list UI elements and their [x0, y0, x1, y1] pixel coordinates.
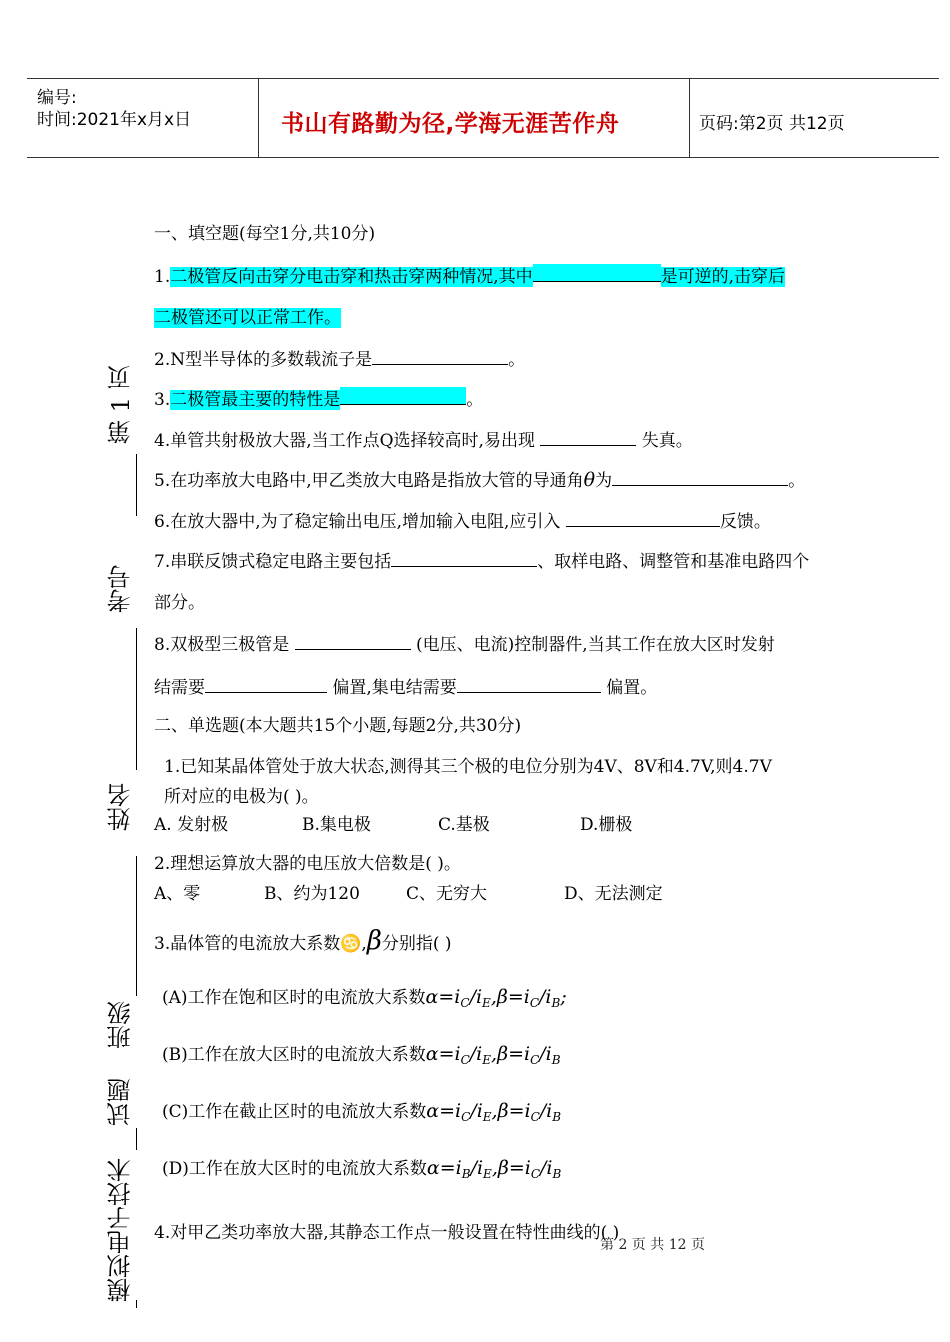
q2-1-option-d[interactable]: D.栅极 — [580, 815, 633, 835]
q8-blank-1[interactable] — [295, 632, 411, 650]
side-exam: 试题 — [107, 1078, 135, 1126]
q8-line2a: 结需要 — [154, 678, 205, 698]
q2-1-option-b[interactable]: B.集电极 — [302, 815, 371, 835]
formula-d: $\alpha=i_B/i_E,\beta=i_C/i_B$ — [426, 1157, 562, 1181]
q1-number: 1. — [154, 267, 171, 287]
q2-3-option-d-text: (D)工作在放大区时的电流放大系数 — [162, 1159, 427, 1179]
question-2-2: 2.理想运算放大器的电压放大倍数是( )。 — [154, 854, 461, 874]
q2-3-option-a[interactable] — [162, 986, 567, 1014]
q2-blank[interactable] — [372, 347, 508, 365]
q4-text: 4.单管共射极放大器,当工作点Q选择较高时,易出现 — [154, 431, 535, 451]
side-line-1 — [136, 454, 137, 516]
q2-2-option-d[interactable]: D、无法测定 — [564, 884, 663, 904]
formula-c: $\alpha=i_C/i_E,\beta=i_C/i_B$ — [426, 1100, 562, 1124]
q8-blank-3[interactable] — [457, 675, 601, 693]
footer-page-number: 第 2 页 共 12 页 — [600, 1237, 705, 1253]
q3-blank[interactable] — [340, 387, 466, 405]
q8-blank-2[interactable] — [205, 675, 327, 693]
q2-3-option-d[interactable] — [162, 1157, 561, 1185]
side-exam-no: 考号 — [107, 565, 135, 613]
question-1-5 — [154, 468, 805, 492]
q2-2-option-a[interactable]: A、零 — [154, 884, 201, 904]
header-divider-1 — [258, 79, 259, 157]
side-page-label: 第 1 页 — [107, 365, 135, 445]
formula-b: $\alpha=i_C/i_E,\beta=i_C/i_B$ — [425, 1043, 561, 1067]
question-1-6 — [154, 509, 771, 533]
q5-text: 5.在功率放大电路中,甲乙类放大电路是指放大管的导通角 — [154, 471, 584, 491]
formula-a: $\alpha=i_C/i_E,\beta=i_C/i_B$; — [425, 986, 567, 1010]
q1-blank[interactable] — [533, 264, 661, 282]
question-1-1-line2 — [154, 307, 341, 329]
q2-3-text-b: 分别指( ) — [381, 934, 452, 954]
q8-line2c: 偏置。 — [606, 678, 658, 698]
q5-mid: 为 — [595, 471, 613, 491]
theta-symbol: θ — [583, 469, 596, 491]
question-1-1 — [154, 264, 785, 288]
q3-end: 。 — [466, 390, 484, 410]
q3-text: 二极管最主要的特性是 — [170, 390, 341, 410]
q2-text: 2.N型半导体的多数载流子是 — [154, 350, 373, 370]
q1-text-part1: 二极管反向击穿分电击穿和热击穿两种情况,其中 — [170, 267, 533, 287]
question-2-1: 1.已知某晶体管处于放大状态,测得其三个极的电位分别为4V、8V和4.7V,则4.7V — [164, 757, 772, 777]
section1-title: 一、填空题(每空1分,共10分) — [154, 224, 376, 244]
question-2-3 — [154, 926, 452, 956]
side-line-2 — [136, 628, 137, 770]
q6-blank[interactable] — [566, 509, 720, 527]
q2-2-option-b[interactable]: B、约为120 — [264, 884, 360, 904]
q1-text-part2: 是可逆的,击穿后 — [660, 267, 786, 287]
time-label: 时间:2021年x月x日 — [37, 110, 192, 130]
question-1-8 — [154, 632, 775, 656]
q2-3-comma: , — [361, 934, 367, 954]
q2-3-option-c[interactable] — [162, 1100, 561, 1128]
q2-3-text-a: 3.晶体管的电流放大系数 — [154, 934, 341, 954]
q2-end: 。 — [508, 350, 526, 370]
q2-3-option-c-text: (C)工作在截止区时的电流放大系数 — [162, 1102, 427, 1122]
question-1-8-line2 — [154, 675, 657, 699]
question-1-3 — [154, 387, 483, 411]
alpha-symbol: ♋ — [340, 934, 362, 954]
q5-blank[interactable] — [612, 468, 788, 486]
q8-line2b: 偏置,集电结需要 — [332, 678, 457, 698]
q2-2-option-c[interactable]: C、无穷大 — [406, 884, 488, 904]
q6-text: 6.在放大器中,为了稳定输出电压,增加输入电阻,应引入 — [154, 512, 561, 532]
question-1-2 — [154, 347, 525, 371]
header-divider-2 — [689, 79, 690, 157]
q7-end: 、取样电路、调整管和基准电路四个 — [537, 552, 810, 572]
q4-end: 失真。 — [641, 431, 693, 451]
q7-text: 7.串联反馈式稳定电路主要包括 — [154, 552, 392, 572]
side-class: 班级 — [107, 1001, 135, 1049]
question-1-7 — [154, 549, 809, 573]
q2-1-option-c[interactable]: C.基极 — [438, 815, 490, 835]
question-2-4: 4.对甲乙类功率放大器,其静态工作点一般设置在特性曲线的( ) — [154, 1223, 620, 1243]
side-line-5 — [136, 1300, 137, 1308]
q2-3-option-a-text: (A)工作在饱和区时的电流放大系数 — [162, 988, 426, 1008]
q2-3-option-b[interactable] — [162, 1043, 561, 1071]
page-label: 页码:第2页 共12页 — [699, 114, 845, 134]
beta-symbol: β — [366, 926, 382, 956]
q7-blank[interactable] — [391, 549, 537, 567]
q3-number: 3. — [154, 390, 171, 410]
question-2-1-line2: 所对应的电极为( )。 — [164, 787, 319, 807]
header-table — [27, 78, 939, 158]
q2-1-option-a[interactable]: A. 发射极 — [154, 815, 229, 835]
question-1-4 — [154, 428, 693, 452]
q1-text-line2: 二极管还可以正常工作。 — [154, 308, 341, 328]
q7-line2: 部分。 — [154, 593, 205, 613]
q5-end: 。 — [788, 471, 806, 491]
motto: 书山有路勤为径,学海无涯苦作舟 — [281, 111, 620, 137]
q4-blank[interactable] — [540, 428, 636, 446]
side-name: 姓名 — [107, 783, 135, 831]
side-course: 模拟电子技术 — [107, 1158, 135, 1302]
side-line-4 — [136, 1128, 137, 1150]
q2-3-option-b-text: (B)工作在放大区时的电流放大系数 — [162, 1045, 426, 1065]
side-line-3 — [136, 856, 137, 996]
section2-title: 二、单选题(本大题共15个小题,每题2分,共30分) — [154, 716, 522, 736]
q8-end: (电压、电流)控制器件,当其工作在放大区时发射 — [416, 635, 775, 655]
number-label: 编号: — [37, 88, 77, 108]
q8-text: 8.双极型三极管是 — [154, 635, 290, 655]
q6-end: 反馈。 — [719, 512, 771, 532]
